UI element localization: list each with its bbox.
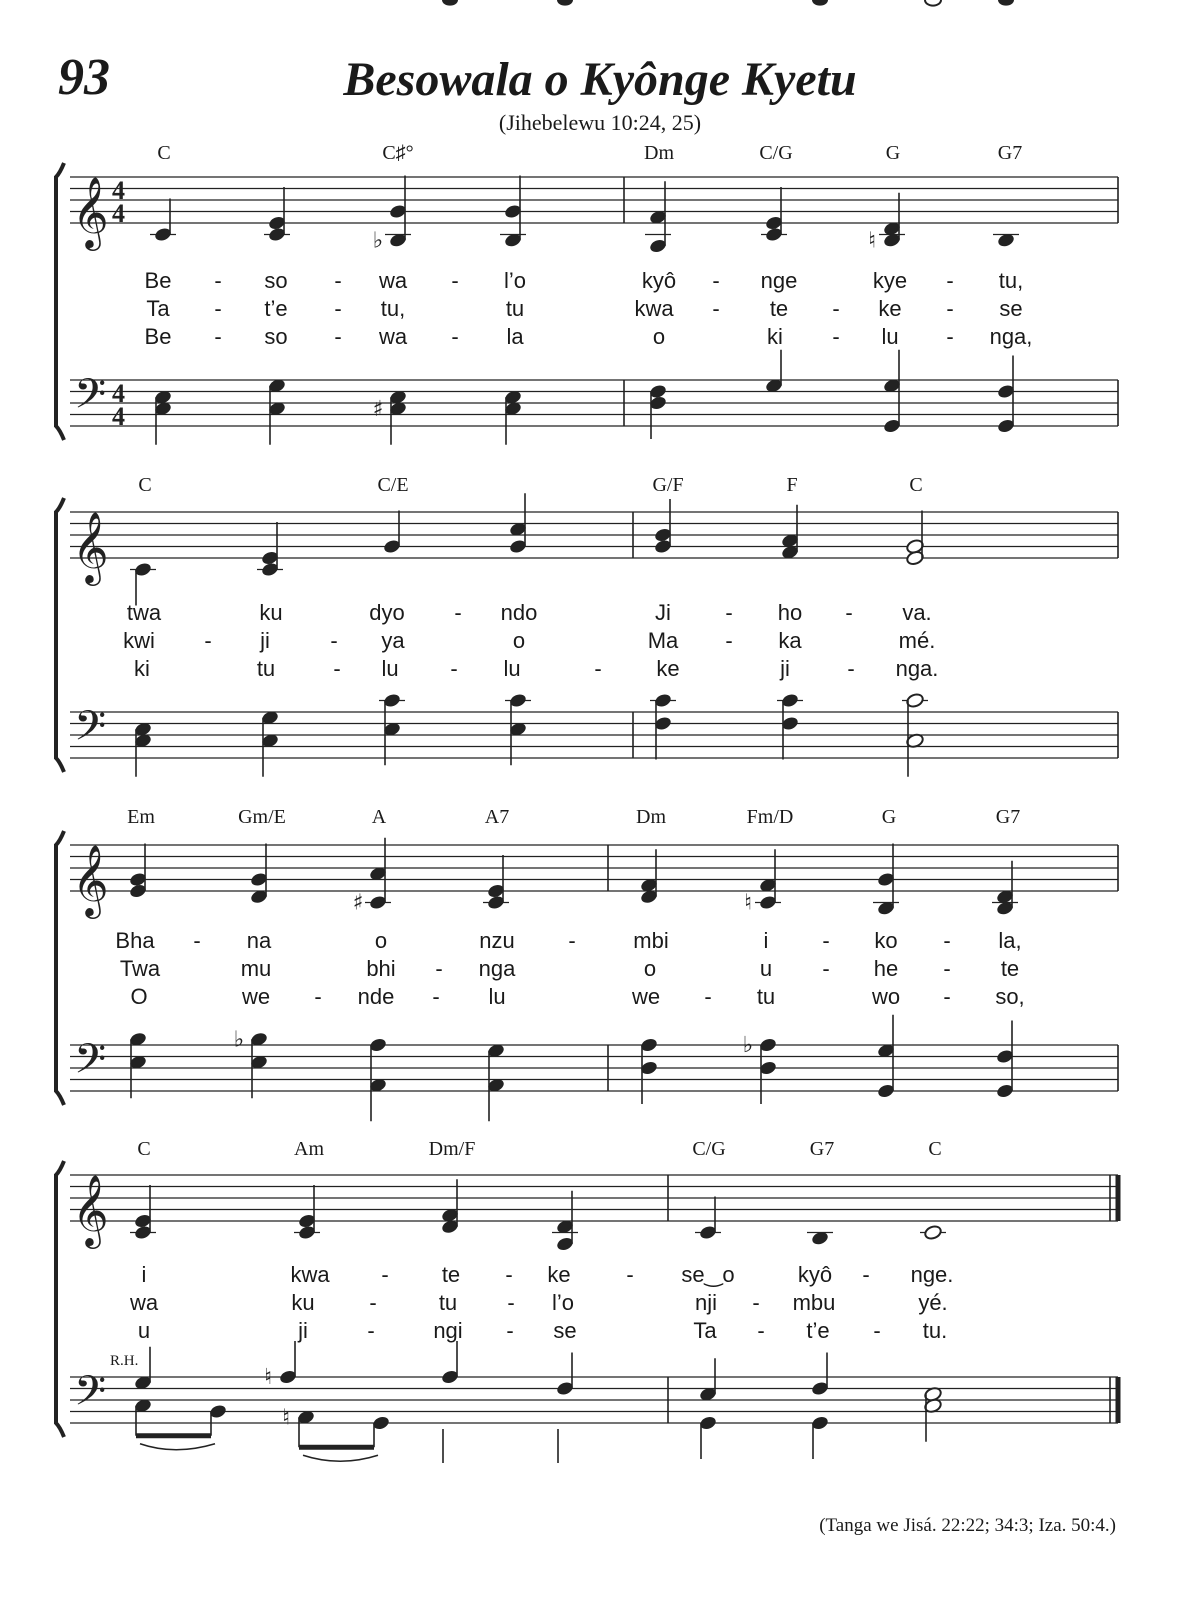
chord-symbol: G7 [995, 806, 1021, 828]
lyric-syllable: tu. [922, 1318, 948, 1343]
lyric-hyphen: - [832, 324, 840, 349]
lyric-hyphen: - [450, 656, 458, 681]
lyric-syllable: kwa [290, 1262, 330, 1287]
lyric-syllable: i [763, 928, 769, 953]
time-signature-bottom: 4 [112, 199, 125, 228]
lyric-hyphen: - [204, 628, 212, 653]
lyric-syllable: o [374, 928, 388, 953]
lyric-syllable: mbu [792, 1290, 836, 1315]
lyric-syllable: ku [291, 1290, 315, 1315]
lyric-syllable: ji [780, 656, 790, 681]
lyric-hyphen: - [725, 600, 733, 625]
lyric-syllable: o [643, 956, 657, 981]
accidental: ♭ [372, 228, 384, 254]
lyric-hyphen: - [193, 928, 201, 953]
chord-symbol: C [928, 1138, 942, 1160]
lyric-hyphen: - [752, 1290, 760, 1315]
treble-clef: 𝄞 [72, 510, 109, 583]
time-signature-top: 4 [112, 176, 125, 205]
lyric-syllable: lu [881, 324, 899, 349]
lyric-hyphen: - [505, 1262, 513, 1287]
lyric-syllable: la, [998, 928, 1022, 953]
lyric-hyphen: - [832, 296, 840, 321]
time-signature-top: 4 [112, 379, 125, 408]
treble-clef: 𝄞 [72, 175, 109, 248]
lyric-syllable: nzu [479, 928, 515, 953]
lyric-syllable: so [264, 268, 288, 293]
notehead [998, 0, 1014, 6]
chord-symbol: C [137, 1138, 151, 1160]
lyric-hyphen: - [626, 1262, 634, 1287]
lyric-hyphen: - [214, 268, 222, 293]
lyric-syllable: Be [144, 324, 172, 349]
slur [303, 1455, 378, 1461]
system-bracket [56, 1161, 64, 1437]
lyric-hyphen: - [725, 628, 733, 653]
lyric-syllable: ji [260, 628, 270, 653]
slur [140, 1444, 215, 1450]
lyric-syllable: lu [488, 984, 506, 1009]
lyric-hyphen: - [845, 600, 853, 625]
notehead [923, 1224, 942, 1240]
chord-symbol: C [138, 474, 152, 496]
lyric-hyphen: - [454, 600, 462, 625]
lyric-hyphen: - [822, 928, 830, 953]
accidental: ♮ [744, 890, 752, 916]
lyric-syllable: wo [871, 984, 901, 1009]
lyric-hyphen: - [757, 1318, 765, 1343]
lyric-syllable: ke [547, 1262, 571, 1287]
lyric-syllable: Twa [119, 956, 161, 981]
lyric-syllable: twa [126, 600, 162, 625]
lyric-hyphen: - [946, 296, 954, 321]
lyric-hyphen: - [432, 984, 440, 1009]
chord-symbol: F [786, 474, 798, 496]
lyric-syllable: so [264, 324, 288, 349]
lyric-hyphen: - [594, 656, 602, 681]
lyric-syllable: wa [378, 268, 408, 293]
chord-symbol: C/G [759, 142, 793, 164]
accidental: ♯ [372, 396, 384, 422]
chord-symbol: Em [127, 806, 155, 828]
lyric-syllable: te [1000, 956, 1020, 981]
treble-clef: 𝄞 [72, 843, 109, 916]
lyric-hyphen: - [314, 984, 322, 1009]
lyric-syllable: te [441, 1262, 461, 1287]
lyric-hyphen: - [334, 268, 342, 293]
lyric-syllable: i [141, 1262, 147, 1287]
accidental: ♯ [352, 890, 364, 916]
lyric-hyphen: - [333, 656, 341, 681]
lyric-syllable: kyô [797, 1262, 833, 1287]
lyric-hyphen: - [847, 656, 855, 681]
lyric-syllable: lu [503, 656, 521, 681]
system-bracket [56, 831, 64, 1105]
lyric-syllable: nde [357, 984, 395, 1009]
chord-symbol: G [885, 142, 901, 164]
lyric-syllable: Ta [146, 296, 170, 321]
lyric-hyphen: - [873, 1318, 881, 1343]
lyric-syllable: tu [256, 656, 276, 681]
lyric-syllable: t’e [264, 296, 288, 321]
note [998, 0, 1014, 6]
note [925, 0, 941, 6]
note [442, 0, 458, 6]
lyric-syllable: O [130, 984, 148, 1009]
lyric-syllable: te [769, 296, 789, 321]
chord-symbol: Fm/D [746, 806, 794, 828]
lyric-syllable: wa [378, 324, 408, 349]
lyric-syllable: se‿o [681, 1262, 735, 1287]
lyric-syllable: ko [874, 928, 898, 953]
lyric-syllable: ke [878, 296, 902, 321]
right-hand-marker: R.H. [110, 1353, 139, 1369]
lyric-hyphen: - [367, 1318, 375, 1343]
accidental: ♭ [233, 1027, 245, 1053]
lyric-syllable: ku [259, 600, 283, 625]
lyric-syllable: mé. [898, 628, 936, 653]
lyric-syllable: u [759, 956, 773, 981]
lyric-syllable: nge [760, 268, 798, 293]
lyric-syllable: l’o [503, 268, 527, 293]
lyric-syllable: u [137, 1318, 151, 1343]
lyric-syllable: bhi [366, 956, 396, 981]
chord-symbol: C [909, 474, 923, 496]
lyric-hyphen: - [330, 628, 338, 653]
lyric-syllable: t’e [806, 1318, 830, 1343]
lyric-syllable: na [246, 928, 272, 953]
lyric-syllable: o [652, 324, 666, 349]
lyric-syllable: yé. [918, 1290, 948, 1315]
lyric-hyphen: - [946, 324, 954, 349]
accidental: ♮ [264, 1365, 272, 1390]
lyric-syllable: ngi [433, 1318, 463, 1343]
lyric-syllable: tu [756, 984, 776, 1009]
lyric-syllable: we [241, 984, 271, 1009]
lyric-syllable: la [506, 324, 524, 349]
bass-clef: 𝄢 [74, 370, 107, 428]
lyric-hyphen: - [822, 956, 830, 981]
notehead [557, 0, 573, 6]
chord-symbol: C [157, 142, 171, 164]
lyric-syllable: Bha [115, 928, 155, 953]
bass-clef: 𝄢 [74, 1035, 107, 1093]
lyric-hyphen: - [943, 984, 951, 1009]
lyric-hyphen: - [943, 928, 951, 953]
lyric-syllable: nga. [895, 656, 939, 681]
lyric-syllable: Ji [655, 600, 671, 625]
lyric-hyphen: - [451, 268, 459, 293]
chord-symbol: C/E [377, 474, 409, 496]
lyric-syllable: ki [767, 324, 783, 349]
chord-symbol: G [881, 806, 897, 828]
lyric-syllable: ho [777, 600, 803, 625]
lyric-hyphen: - [369, 1290, 377, 1315]
lyric-syllable: he [873, 956, 899, 981]
lyric-hyphen: - [712, 296, 720, 321]
lyric-syllable: Ma [647, 628, 679, 653]
lyric-hyphen: - [712, 268, 720, 293]
lyric-hyphen: - [568, 928, 576, 953]
lyric-hyphen: - [862, 1262, 870, 1287]
accidental: ♮ [282, 1405, 290, 1431]
footnote-references: (Tanga we Jisá. 22:22; 34:3; Iza. 50:4.) [819, 1515, 1116, 1536]
lyric-syllable: ki [134, 656, 150, 681]
lyric-hyphen: - [214, 324, 222, 349]
chord-symbol: Gm/E [238, 806, 286, 828]
lyric-syllable: tu [438, 1290, 458, 1315]
scripture-reference: (Jihebelewu 10:24, 25) [498, 110, 702, 135]
notehead [925, 0, 941, 6]
lyric-hyphen: - [506, 1318, 514, 1343]
lyric-syllable: Be [144, 268, 172, 293]
lyric-syllable: l’o [551, 1290, 575, 1315]
lyric-hyphen: - [334, 324, 342, 349]
lyric-hyphen: - [451, 324, 459, 349]
lyric-syllable: wa [129, 1290, 159, 1315]
chord-symbol: C/G [692, 1138, 726, 1160]
chord-symbol: G7 [997, 142, 1023, 164]
lyric-syllable: kyô [641, 268, 677, 293]
chord-symbol: Am [294, 1138, 324, 1160]
lyric-syllable: mbi [633, 928, 669, 953]
lyric-syllable: mu [240, 956, 272, 981]
lyric-hyphen: - [943, 956, 951, 981]
chord-symbol: Dm/F [428, 1138, 476, 1160]
chord-symbol: Dm [636, 806, 666, 828]
note [923, 1224, 942, 1240]
lyric-syllable: lu [381, 656, 399, 681]
chord-symbol: G7 [809, 1138, 835, 1160]
lyric-hyphen: - [334, 296, 342, 321]
lyric-syllable: tu [505, 296, 525, 321]
lyric-hyphen: - [507, 1290, 515, 1315]
lyric-syllable: tu, [998, 268, 1024, 293]
chord-symbol: A [371, 806, 387, 828]
bass-clef: 𝄢 [74, 1367, 107, 1425]
lyric-syllable: ke [656, 656, 680, 681]
note [812, 0, 828, 6]
system-bracket [56, 498, 64, 772]
lyric-hyphen: - [704, 984, 712, 1009]
note [557, 0, 573, 6]
lyric-hyphen: - [435, 956, 443, 981]
lyric-syllable: se [999, 296, 1023, 321]
lyric-hyphen: - [214, 296, 222, 321]
time-signature-bottom: 4 [112, 402, 125, 431]
lyric-syllable: ya [381, 628, 405, 653]
lyric-syllable: kwi [123, 628, 155, 653]
lyric-syllable: we [631, 984, 661, 1009]
lyric-syllable: ji [298, 1318, 308, 1343]
lyric-syllable: se [553, 1318, 577, 1343]
lyric-syllable: nge. [910, 1262, 954, 1287]
lyric-syllable: so, [995, 984, 1025, 1009]
notehead [812, 0, 828, 6]
lyric-syllable: ndo [500, 600, 538, 625]
lyric-syllable: nga, [989, 324, 1033, 349]
lyric-syllable: va. [902, 600, 932, 625]
lyric-syllable: kye [872, 268, 908, 293]
lyric-syllable: tu, [380, 296, 406, 321]
chord-symbol: C♯° [382, 142, 414, 164]
lyric-syllable: ka [778, 628, 802, 653]
system-bracket [56, 163, 64, 440]
hymn-title: Besowala o Kyônge Kyetu [343, 53, 857, 106]
lyric-syllable: o [512, 628, 526, 653]
chord-symbol: Dm [644, 142, 674, 164]
bass-clef: 𝄢 [74, 702, 107, 760]
treble-clef: 𝄞 [72, 1173, 109, 1246]
accidental: ♭ [742, 1033, 754, 1058]
lyric-syllable: dyo [369, 600, 405, 625]
accidental: ♮ [868, 228, 876, 254]
chord-symbol: G/F [652, 474, 684, 496]
lyric-syllable: Ta [693, 1318, 717, 1343]
lyric-hyphen: - [381, 1262, 389, 1287]
lyric-hyphen: - [946, 268, 954, 293]
notehead [442, 0, 458, 6]
lyric-syllable: kwa [634, 296, 674, 321]
lyric-syllable: nga [478, 956, 516, 981]
hymn-number: 93 [58, 49, 110, 106]
chord-symbol: A7 [484, 806, 510, 828]
lyric-syllable: nji [694, 1290, 718, 1315]
